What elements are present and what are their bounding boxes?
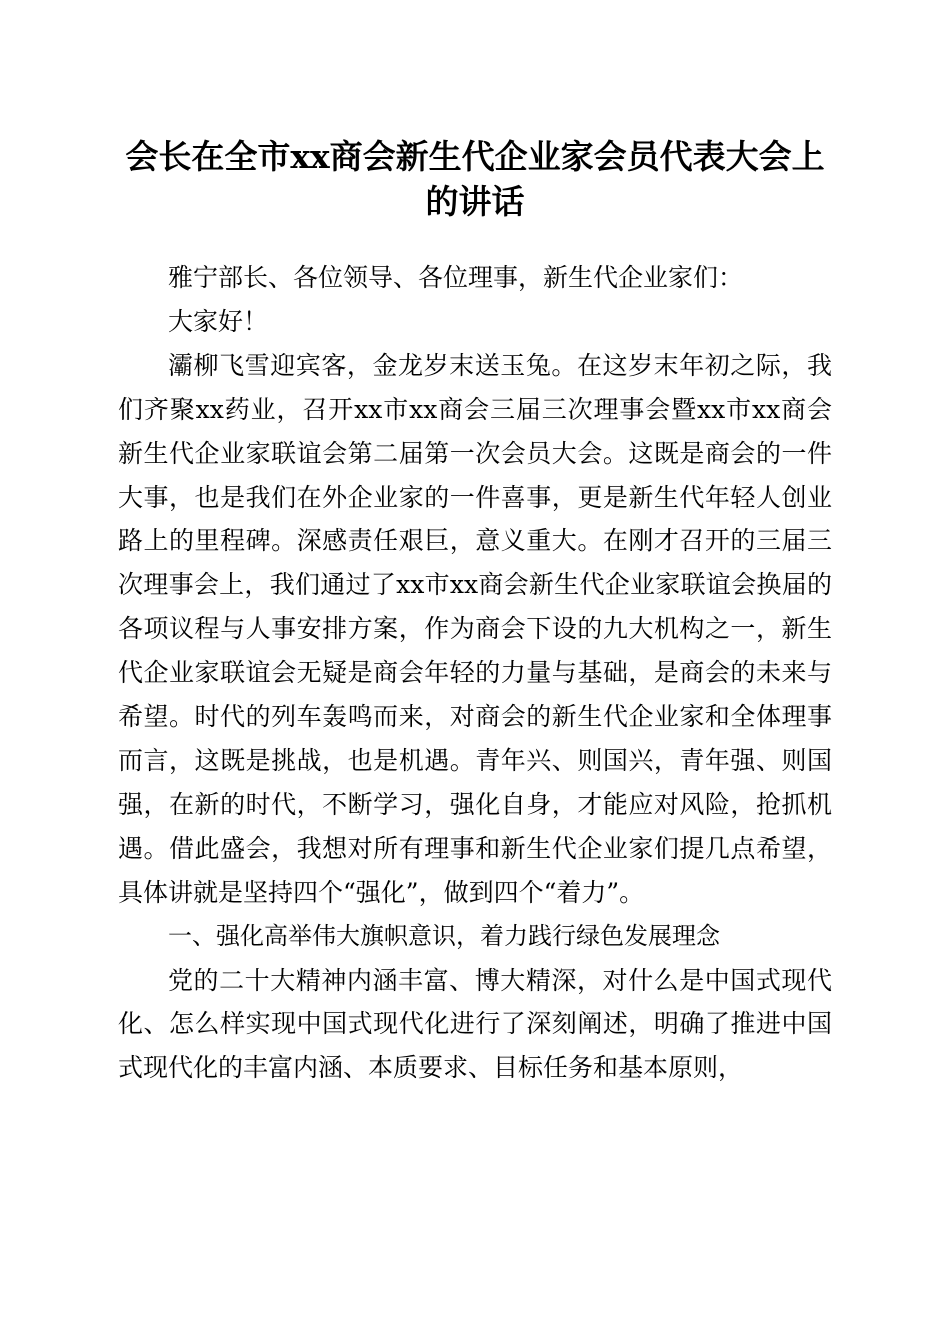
document-title: 会长在全市xx商会新生代企业家会员代表大会上的讲话: [125, 137, 825, 221]
document-body: [118, 256, 832, 1090]
greeting: 大家好！: [168, 306, 269, 336]
salutation: 雅宁部长、各位领导、各位理事，新生代企业家们：: [168, 263, 744, 292]
section-1-heading: 一、强化高举伟大旗帜意识，着力践行绿色发展理念: [168, 921, 720, 950]
paragraph-1: 灞柳飞雪迎宾客，金龙岁末送玉兔。在这岁末年初之际，我们齐聚xx药业，召开xx市xx商会三届三次理事会暨xx市xx商会新生代企业家联谊会第二届第一次会员大会。这既是商会的一件大事，也是我们在外企业家的一件喜事，更是新生代年轻人创业路上的里程碑。深感责任艰巨，意义重大。在刚才召开的三届三次理事会上，我们通过了xx市xx商会新生代企业家联谊会换届的各项议程与人事安排方案，作为商会下设的九大机构之一，新生代企业家联谊会无疑是商会年轻的力量与基础，是商会的未来与希望。时代的列车轰鸣而来，对商会的新生代企业家和全体理事而言，这既是挑战，也是机遇。青年兴、则国兴，青年强、则国强，在新的时代，不断学习，强化自身，才能应对风险，抢抓机遇。借此盛会，我想对所有理事和新生代企业家们提几点希望，具体讲就是坚持四个“强化”，做到四个“着力”。: [118, 350, 832, 907]
paragraph-2: 党的二十大精神内涵丰富、博大精深，对什么是中国式现代化、怎么样实现中国式现代化进行了深刻阐述，明确了推进中国式现代化的丰富内涵、本质要求、目标任务和基本原则，: [118, 965, 832, 1083]
